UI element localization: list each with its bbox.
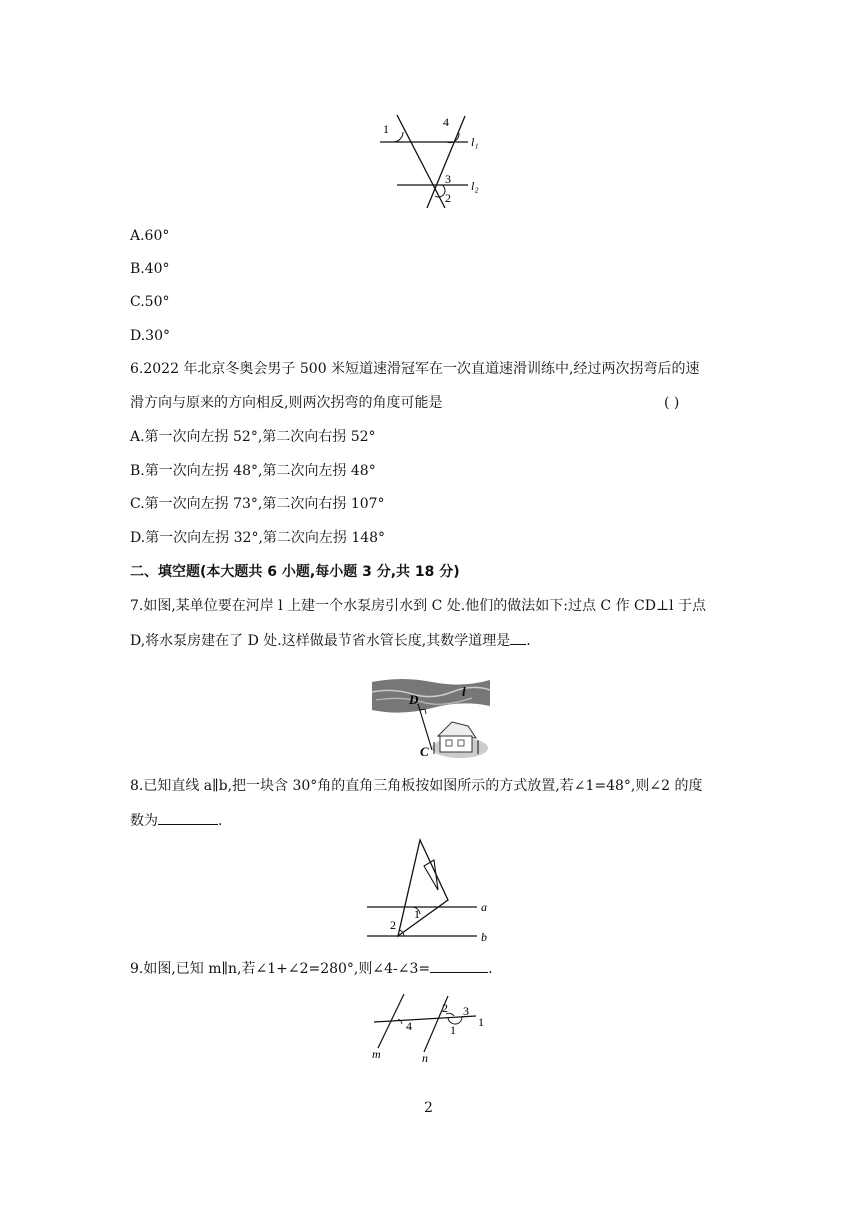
q9-figure	[364, 988, 494, 1064]
q8-label-a: a	[481, 900, 487, 914]
q8-label-b: b	[481, 930, 487, 944]
q5-figure	[375, 112, 505, 210]
q8-answer-blank[interactable]	[158, 810, 218, 825]
q5-l2-label: l₂	[471, 179, 479, 193]
q5-option-c: C.50°	[130, 294, 170, 310]
q8-stem-line2-text: 数为	[130, 813, 158, 829]
q8-stem-line2-end: .	[218, 813, 223, 829]
q7-stem-line2	[130, 630, 531, 651]
q7-stem-line1: 7.如图,某单位要在河岸 l 上建一个水泵房引水到 C 处.他们的做法如下:过点 C 作 CD⊥l 于点	[130, 598, 707, 614]
q8-angle2-label: 2	[390, 918, 396, 932]
q7-label-C: C	[420, 744, 429, 759]
page-number: 2	[424, 1100, 433, 1116]
q8-stem-line1: 8.已知直线 a∥b,把一块含 30°角的直角三角板按如图所示的方式放置,若∠1=48°,则∠2 的度	[130, 778, 703, 794]
q5-option-a: A.60°	[130, 228, 170, 244]
q7-answer-blank[interactable]	[510, 630, 526, 645]
q9-label-n: n	[422, 1051, 428, 1064]
q9-stem-end: .	[488, 961, 493, 977]
q7-figure	[372, 670, 490, 762]
q9-answer-blank[interactable]	[430, 958, 488, 973]
q7-label-D: D	[409, 692, 419, 707]
q5-angle1-label: 1	[383, 122, 389, 136]
q6-option-b: B.第一次向左拐 48°,第二次向左拐 48°	[130, 463, 376, 479]
q9-label-m: m	[372, 1047, 381, 1061]
q6-stem-line1: 6.2022 年北京冬奥会男子 500 米短道速滑冠军在一次直道速滑训练中,经过两次拐弯后的速	[130, 361, 700, 377]
q6-option-d: D.第一次向左拐 32°,第二次向左拐 148°	[130, 530, 386, 546]
q5-angle3-label: 3	[445, 172, 451, 186]
q7-label-l: l	[462, 684, 466, 699]
q6-stem-line2: 滑方向与原来的方向相反,则两次拐弯的角度可能是	[130, 395, 443, 411]
q8-stem-line2	[130, 810, 222, 831]
q5-l1-label: l₁	[471, 135, 479, 149]
q9-angle4-label: 4	[406, 1019, 412, 1033]
q6-answer-paren: ( )	[664, 395, 680, 411]
q9-stem-text: 9.如图,已知 m∥n,若∠1+∠2=280°,则∠4-∠3=	[130, 961, 431, 977]
q7-stem-line2-end: .	[526, 633, 531, 649]
q7-stem-line2-text: D,将水泵房建在了 D 处.这样做最节省水管长度,其数学道理是	[130, 633, 511, 649]
q9-stem-line1	[130, 958, 493, 979]
q5-angle4-label: 4	[443, 115, 449, 129]
q9-line1-label: 1	[478, 1015, 484, 1029]
q8-angle1-label: 1	[414, 907, 420, 921]
q9-angle2-label: 2	[442, 1001, 448, 1015]
section2-title: 二、填空题(本大题共 6 小题,每小题 3 分,共 18 分)	[130, 564, 460, 580]
q6-option-c: C.第一次向左拐 73°,第二次向右拐 107°	[130, 496, 385, 512]
q9-angle3-label: 3	[463, 1004, 469, 1018]
q8-figure	[362, 836, 492, 948]
q9-angle1-label: 1	[450, 1023, 456, 1037]
q5-angle2-label: 2	[445, 191, 451, 205]
q5-option-d: D.30°	[130, 328, 170, 344]
q5-option-b: B.40°	[130, 261, 170, 277]
q6-option-a: A.第一次向左拐 52°,第二次向右拐 52°	[130, 429, 376, 445]
